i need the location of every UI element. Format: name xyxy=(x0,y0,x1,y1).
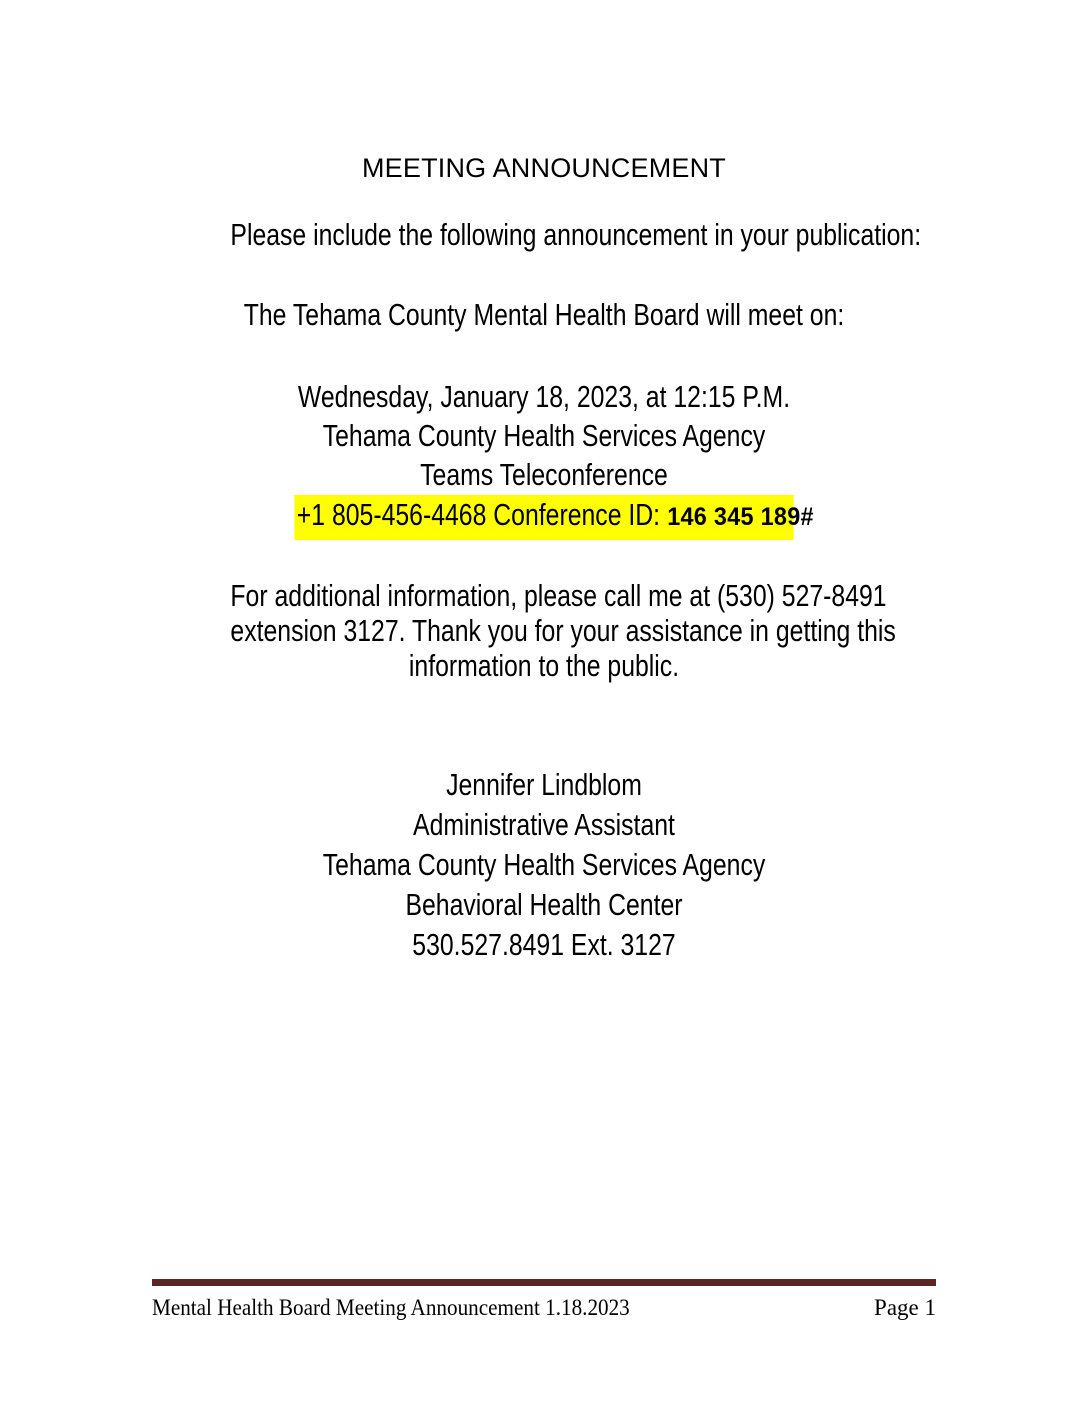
signature-jobtitle-line xyxy=(152,806,936,844)
dialin-number-text: +1 805-456-4468 Conference ID: xyxy=(296,497,661,532)
page-title-text: MEETING ANNOUNCEMENT xyxy=(361,153,727,183)
signature-name-line xyxy=(152,766,936,804)
intro-line xyxy=(152,216,936,254)
signature-agency-text: Tehama County Health Services Agency xyxy=(322,847,766,882)
footer-page-number: Page 1 xyxy=(874,1295,936,1320)
signature-department-text: Behavioral Health Center xyxy=(405,887,683,922)
conference-id-text: 146 345 189# xyxy=(666,504,814,531)
intro-text: Please include the following announcement in your publication: xyxy=(230,217,922,252)
will-meet-text: The Tehama County Mental Health Board will meet on: xyxy=(243,297,845,332)
signature-name-text: Jennifer Lindblom xyxy=(446,767,642,802)
meeting-location-text: Tehama County Health Services Agency xyxy=(322,418,766,453)
additional-info-line-1 xyxy=(152,577,936,615)
additional-info-line-2 xyxy=(152,612,936,650)
signature-phone-text: 530.527.8491 Ext. 3127 xyxy=(412,927,676,962)
meeting-dialin-wrap xyxy=(230,495,857,540)
meeting-datetime-text: Wednesday, January 18, 2023, at 12:15 P.M. xyxy=(297,379,791,414)
meeting-dialin-line xyxy=(152,495,936,540)
signature-department-line xyxy=(152,886,936,924)
signature-agency-line xyxy=(152,846,936,884)
footer-divider xyxy=(152,1279,936,1286)
dialin-highlight xyxy=(294,495,814,540)
page-footer xyxy=(152,1293,936,1323)
signature-phone-line xyxy=(152,926,936,964)
additional-info-text-1: For additional information, please call me at (530) 527-8491 xyxy=(230,578,887,613)
page-title xyxy=(152,151,936,185)
meeting-format-line xyxy=(152,456,936,494)
signature-jobtitle-text: Administrative Assistant xyxy=(413,807,675,842)
additional-info-text-3: information to the public. xyxy=(408,648,680,683)
will-meet-line xyxy=(152,296,936,334)
additional-info-text-2: extension 3127. Thank you for your assistance in getting this xyxy=(230,613,896,648)
meeting-datetime-line xyxy=(152,378,936,416)
additional-info-line-3 xyxy=(152,647,936,685)
footer-title-text: Mental Health Board Meeting Announcement 1.18.2023 xyxy=(152,1295,630,1320)
meeting-location-line xyxy=(152,417,936,455)
meeting-format-text: Teams Teleconference xyxy=(420,457,668,492)
